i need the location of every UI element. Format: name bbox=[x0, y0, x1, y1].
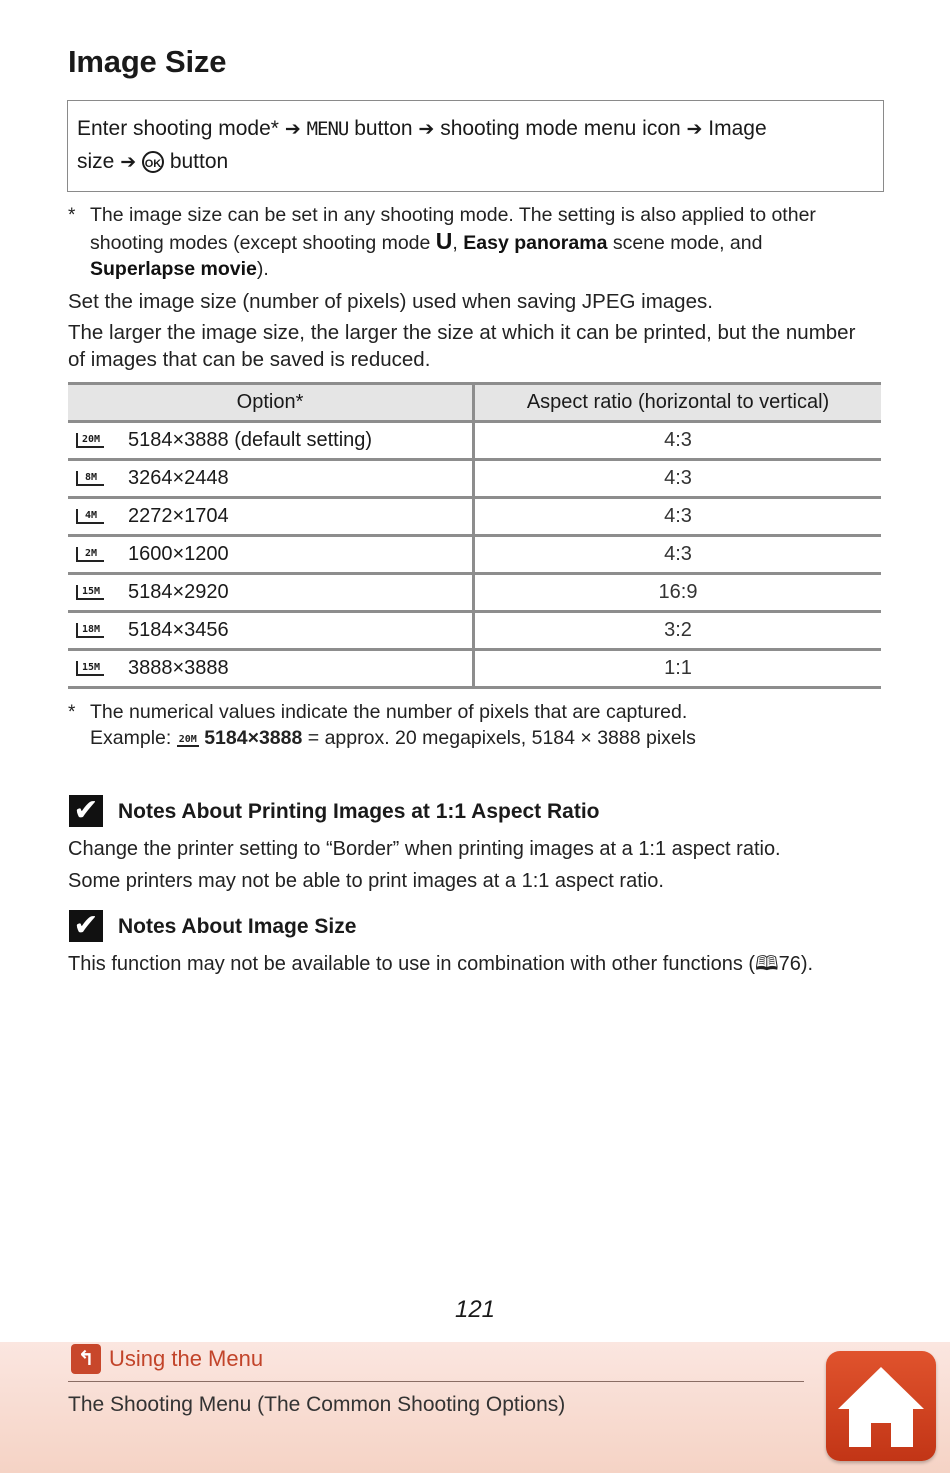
option-value: 1600×1200 bbox=[128, 543, 229, 566]
image-size-note: This function may not be available to use in combination with other functions (🕮76). bbox=[68, 953, 814, 975]
image-size-4m-icon: 4M bbox=[76, 509, 104, 524]
page-reference-link[interactable]: 76 bbox=[778, 953, 801, 975]
table-row bbox=[68, 498, 881, 536]
option-value: 3264×2448 bbox=[128, 467, 229, 490]
aspect-value: 3:2 bbox=[474, 612, 882, 650]
page-title: Image Size bbox=[68, 44, 227, 79]
printing-note-line-2: Some printers may not be able to print images at a 1:1 aspect ratio. bbox=[68, 870, 664, 892]
arrow-icon: ➔ bbox=[418, 119, 435, 140]
table-row bbox=[68, 536, 881, 574]
shooting-mode-note: The image size can be set in any shooting mode. The setting is also applied to other shooting modes (except shooting mode U, Easy panorama scene mode, and Superlapse movie). bbox=[90, 204, 816, 280]
footer-divider bbox=[68, 1381, 804, 1382]
image-size-2m-icon: 2M bbox=[76, 547, 104, 562]
back-arrow-icon[interactable]: ↰ bbox=[71, 1344, 101, 1374]
image-size-3-2-icon: 18M bbox=[76, 623, 104, 638]
path-step-shooting-mode: Enter shooting mode* bbox=[77, 117, 279, 140]
mode-icon: U bbox=[435, 228, 453, 254]
notes-heading-image-size: Notes About Image Size bbox=[118, 915, 357, 938]
table-footnote: The numerical values indicate the number of pixels that are captured. Example: 20M 5184×3888 = approx. 20 megapixels, 5184 × 3888 pixels bbox=[90, 701, 696, 749]
aspect-column-header: Aspect ratio (horizontal to vertical) bbox=[474, 384, 882, 422]
path-step-button: button bbox=[354, 117, 413, 140]
image-size-20m-icon: 20M bbox=[76, 433, 104, 448]
menu-path-box bbox=[67, 100, 884, 192]
option-value: 5184×2920 bbox=[128, 581, 229, 604]
table-header-row bbox=[68, 384, 881, 422]
option-value: 5184×3456 bbox=[128, 619, 229, 642]
aspect-value: 1:1 bbox=[474, 650, 882, 688]
footnote-asterisk: * bbox=[68, 702, 76, 723]
arrow-icon: ➔ bbox=[284, 119, 301, 140]
size-explanation-paragraph: The larger the image size, the larger the size at which it can be printed, but the number of images that can be saved is reduced. bbox=[68, 321, 856, 371]
image-size-8m-icon: 8M bbox=[76, 471, 104, 486]
option-value: 5184×3888 (default setting) bbox=[128, 429, 373, 452]
book-icon: 🕮 bbox=[755, 953, 779, 975]
path-step-menu-icon: shooting mode menu icon bbox=[440, 117, 681, 140]
image-size-20m-icon: 20M bbox=[178, 734, 197, 745]
arrow-icon: ➔ bbox=[120, 152, 137, 173]
printing-note-line-1: Change the printer setting to “Border” when printing images at a 1:1 aspect ratio. bbox=[68, 838, 781, 860]
caution-check-icon: ✔ bbox=[69, 910, 103, 942]
option-column-header: Option* bbox=[68, 384, 474, 422]
ok-button-icon: OK bbox=[142, 151, 164, 173]
notes-heading-aspect-ratio: Notes About Printing Images at 1:1 Aspect Ratio bbox=[118, 800, 600, 823]
image-size-table bbox=[68, 382, 881, 689]
section-subtitle: The Shooting Menu (The Common Shooting Options) bbox=[68, 1393, 566, 1416]
path-step-size: size bbox=[77, 150, 115, 173]
table-row bbox=[68, 650, 881, 688]
table-row bbox=[68, 574, 881, 612]
home-button[interactable] bbox=[826, 1351, 936, 1461]
note-asterisk: * bbox=[68, 205, 76, 226]
aspect-value: 4:3 bbox=[474, 422, 882, 460]
table-row bbox=[68, 612, 881, 650]
using-the-menu-link[interactable]: Using the Menu bbox=[109, 1346, 264, 1371]
path-step-image: Image bbox=[708, 117, 767, 140]
aspect-value: 4:3 bbox=[474, 536, 882, 574]
option-value: 3888×3888 bbox=[128, 657, 229, 680]
option-value: 2272×1704 bbox=[128, 505, 229, 528]
aspect-value: 4:3 bbox=[474, 460, 882, 498]
page-number: 121 bbox=[454, 1296, 496, 1323]
menu-button-icon: MENU bbox=[306, 118, 349, 140]
aspect-value: 16:9 bbox=[474, 574, 882, 612]
image-size-16-9-icon: 15M bbox=[76, 585, 104, 600]
intro-paragraph: Set the image size (number of pixels) used when saving JPEG images. bbox=[68, 290, 713, 313]
path-step-ok-button: button bbox=[169, 150, 229, 173]
home-icon bbox=[826, 1351, 936, 1461]
table-row bbox=[68, 422, 881, 460]
image-size-1-1-icon: 15M bbox=[76, 661, 104, 676]
table-row bbox=[68, 460, 881, 498]
caution-check-icon: ✔ bbox=[69, 795, 103, 827]
arrow-icon: ➔ bbox=[686, 119, 703, 140]
aspect-value: 4:3 bbox=[474, 498, 882, 536]
